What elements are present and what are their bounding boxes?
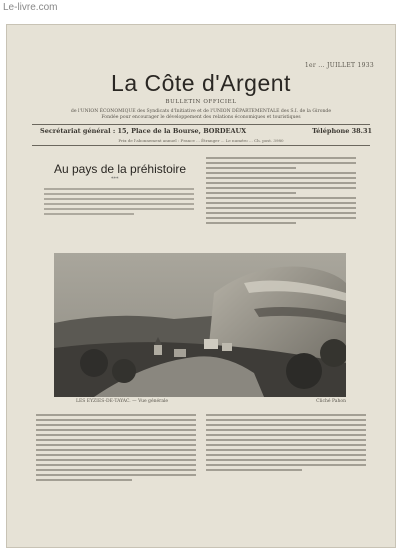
bottom-right-column-text	[206, 414, 366, 474]
photo-credit: Cliché Pahon	[316, 399, 346, 404]
newspaper-page	[6, 24, 396, 548]
telephone: Téléphone 38.31	[312, 127, 372, 135]
article-headline: Au pays de la préhistoire	[54, 162, 187, 176]
issue-date: 1er ... JUILLET 1933	[304, 62, 374, 69]
organization-line	[42, 109, 360, 121]
organization-line-1: de l'UNION ÉCONOMIQUE des Syndicats d'Initiative et de l'UNION DÉPARTEMENTALE des S.I. de la Gironde	[70, 109, 332, 114]
landscape-photo	[54, 253, 346, 397]
header-rule-top	[32, 124, 370, 125]
masthead-subtitle: BULLETIN OFFICIEL	[165, 99, 237, 105]
address-line	[40, 127, 372, 135]
headline-ornament: ***	[111, 176, 119, 182]
photo-caption	[54, 399, 346, 404]
secretariat-address: Secrétariat général : 15, Place de la Bourse, BORDEAUX	[40, 127, 247, 135]
left-column-text	[44, 188, 194, 218]
masthead-title: La Côte d'Argent	[111, 70, 291, 96]
watermark: Le-livre.com	[3, 2, 58, 13]
right-column-text	[206, 157, 356, 227]
header-rule-bottom	[32, 145, 370, 146]
organization-line-2: Fondée pour encourager le développement des relations économiques et touristiques	[101, 115, 301, 120]
caption-text: LES EYZIES-DE-TAYAC. — Vue générale	[76, 399, 169, 404]
subscription-line: Prix de l'abonnement annuel : France ... Étranger ... Le numéro ... Ch. post. 3980	[118, 138, 284, 143]
bottom-left-column-text	[36, 414, 196, 484]
